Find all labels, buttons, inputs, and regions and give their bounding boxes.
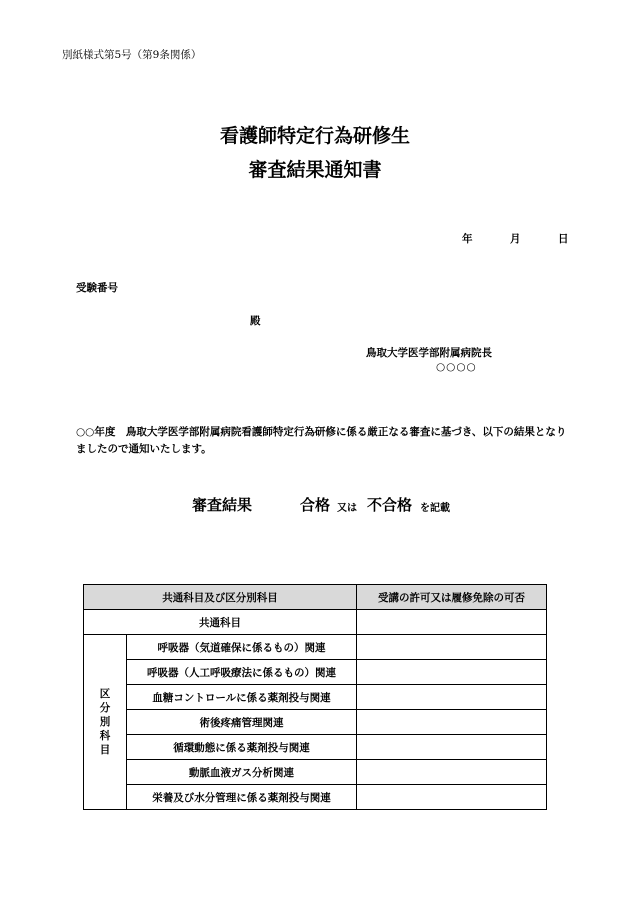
- subjects-table: [83, 584, 547, 810]
- date-year-label: 年: [462, 233, 473, 245]
- table-row: [84, 785, 547, 810]
- category-subject-cell: 血糖コントロールに係る薬剤投与関連: [127, 685, 357, 710]
- table-row: [84, 685, 547, 710]
- table-row: [84, 735, 547, 760]
- permission-cell: [357, 710, 547, 735]
- category-label-char: 区: [99, 688, 111, 700]
- date-month-label: 月: [510, 233, 521, 245]
- table-row: [84, 710, 547, 735]
- document-subtitle: 審査結果通知書: [248, 159, 382, 181]
- common-subject-cell: 共通科目: [84, 610, 357, 635]
- table-row: [84, 760, 547, 785]
- result-pass: 合格: [300, 496, 331, 514]
- header-subjects: 共通科目及び区分別科目: [84, 585, 357, 610]
- header-permission: 受講の許可又は履修免除の可否: [357, 585, 547, 610]
- category-subject-cell: 栄養及び水分管理に係る薬剤投与関連: [127, 785, 357, 810]
- result-note: を記載: [420, 503, 450, 514]
- permission-cell: [357, 660, 547, 685]
- form-number: 別紙様式第5号（第9条関係）: [62, 49, 202, 61]
- category-subject-cell: 呼吸器（気道確保に係るもの）関連: [127, 635, 357, 660]
- result-fail: 不合格: [367, 496, 413, 514]
- category-subject-cell: 術後疼痛管理関連: [127, 710, 357, 735]
- category-label-char: 別: [99, 716, 111, 728]
- document-title: 看護師特定行為研修生: [219, 125, 410, 147]
- permission-cell: [357, 735, 547, 760]
- category-label-cell: [84, 635, 127, 810]
- issuer-title: 鳥取大学医学部附属病院長: [366, 347, 492, 359]
- permission-cell: [357, 610, 547, 635]
- category-label-char: 分: [99, 702, 111, 714]
- table-header-row: [84, 585, 547, 610]
- permission-cell: [357, 785, 547, 810]
- date-day-label: 日: [558, 233, 569, 245]
- category-subject-cell: 循環動態に係る薬剤投与関連: [127, 735, 357, 760]
- category-subject-cell: 動脈血液ガス分析関連: [127, 760, 357, 785]
- table-row: [84, 660, 547, 685]
- category-subject-cell: 呼吸器（人工呼吸療法に係るもの）関連: [127, 660, 357, 685]
- category-label-char: 科: [99, 730, 111, 742]
- permission-cell: [357, 685, 547, 710]
- result-or: 又は: [337, 503, 357, 514]
- permission-cell: [357, 760, 547, 785]
- category-label-char: 目: [99, 744, 111, 756]
- issuer-name: ○○○○: [436, 361, 477, 373]
- honorific: 殿: [250, 315, 261, 327]
- exam-number-label: 受験番号: [76, 282, 118, 294]
- body-text: ○○年度 鳥取大学医学部附属病院看護師特定行為研修に係る厳正なる審査に基づき、以下の結果となりましたので通知いたします。: [76, 426, 567, 455]
- table-row: [84, 610, 547, 635]
- permission-cell: [357, 635, 547, 660]
- table-row: [84, 635, 547, 660]
- result-label: 審査結果: [192, 496, 253, 514]
